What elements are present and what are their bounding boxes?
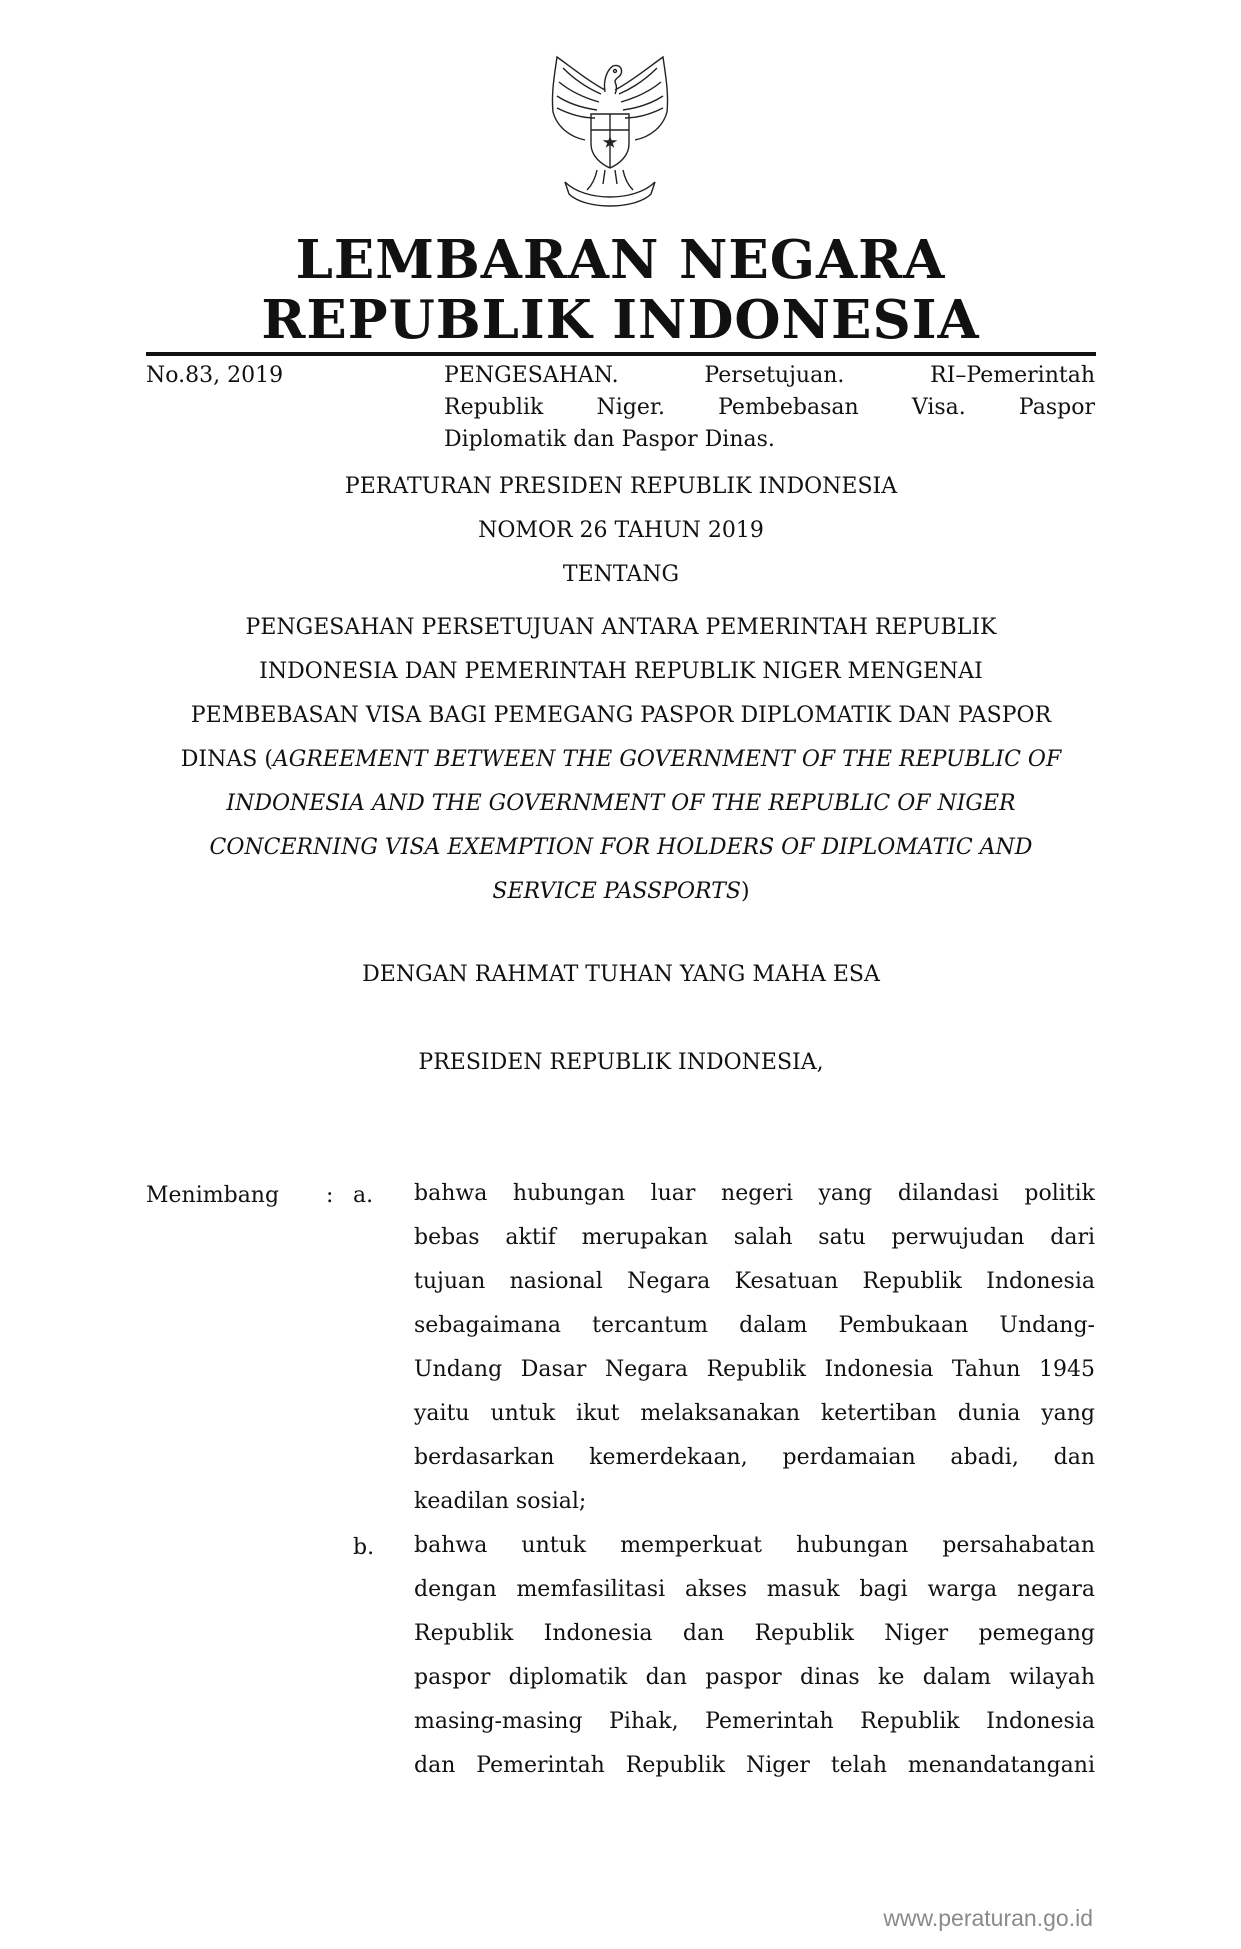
title-italic: SERVICE PASSPORTS xyxy=(492,879,741,904)
paragraph-line: dengan memfasilitasi akses masuk bagi warga negara xyxy=(414,1577,1095,1602)
garuda-pancasila-icon xyxy=(535,52,685,207)
gazette-number: No.83, 2019 xyxy=(146,363,284,388)
considerations-label: Menimbang xyxy=(146,1183,280,1208)
regulation-title xyxy=(146,606,1096,914)
considerations-colon: : xyxy=(326,1183,334,1208)
regulation-title-line: PEMBEBASAN VISA BAGI PEMEGANG PASPOR DIPLOMATIK DAN PASPOR xyxy=(190,703,1052,728)
regulation-title-line: PENGESAHAN PERSETUJUAN ANTARA PEMERINTAH REPUBLIK xyxy=(245,615,997,640)
paragraph-line: paspor diplomatik dan paspor dinas ke dalam wilayah xyxy=(414,1665,1095,1690)
paragraph-line: berdasarkan kemerdekaan, perdamaian abadi, dan xyxy=(414,1445,1095,1470)
paragraph-line: Republik Indonesia dan Republik Niger pemegang xyxy=(414,1621,1095,1646)
regulation-title-line xyxy=(146,826,1096,870)
regulation-title-line xyxy=(146,782,1096,826)
regulation-number: NOMOR 26 TAHUN 2019 xyxy=(478,518,764,543)
gazette-summary xyxy=(444,360,1095,456)
masthead-title-line2: REPUBLIK INDONESIA xyxy=(261,289,980,351)
gazette-summary-line: Republik Niger. Pembebasan Visa. Paspor xyxy=(444,395,1095,420)
consideration-a xyxy=(414,1172,1095,1524)
item-letter-b: b. xyxy=(353,1535,375,1560)
paragraph-line: masing-masing Pihak, Pemerintah Republik Indonesia xyxy=(414,1709,1095,1734)
paragraph-line: dan Pemerintah Republik Niger telah menandatangani xyxy=(414,1753,1095,1778)
paragraph-line: bahwa hubungan luar negeri yang dilandasi politik xyxy=(414,1181,1095,1206)
garuda-emblem xyxy=(535,52,685,207)
paragraph-line: keadilan sosial; xyxy=(414,1489,587,1514)
title-italic: CONCERNING VISA EXEMPTION FOR HOLDERS OF DIPLOMATIC AND xyxy=(209,835,1033,860)
title-suffix: ) xyxy=(740,879,750,904)
invocation: DENGAN RAHMAT TUHAN YANG MAHA ESA xyxy=(362,962,880,987)
gazette-summary-line: Diplomatik dan Paspor Dinas. xyxy=(444,427,775,452)
footer-url[interactable]: www.peraturan.go.id xyxy=(883,1905,1093,1931)
issuer: PRESIDEN REPUBLIK INDONESIA, xyxy=(418,1050,824,1075)
paragraph-line: yaitu untuk ikut melaksanakan ketertiban dunia yang xyxy=(414,1401,1095,1426)
title-italic: AGREEMENT BETWEEN THE GOVERNMENT OF THE REPUBLIC OF xyxy=(272,747,1062,772)
paragraph-line: Undang Dasar Negara Republik Indonesia Tahun 1945 xyxy=(414,1357,1095,1382)
regulation-title-line: INDONESIA DAN PEMERINTAH REPUBLIK NIGER MENGENAI xyxy=(259,659,983,684)
item-letter-a: a. xyxy=(353,1183,374,1208)
paragraph-line: bebas aktif merupakan salah satu perwujudan dari xyxy=(414,1225,1095,1250)
paragraph-line: sebagaimana tercantum dalam Pembukaan Undang- xyxy=(414,1313,1095,1338)
regulation-about: TENTANG xyxy=(562,562,680,587)
regulation-title-line xyxy=(146,870,1096,914)
consideration-b xyxy=(414,1524,1095,1788)
title-prefix: DINAS ( xyxy=(180,747,273,772)
title-italic: INDONESIA AND THE GOVERNMENT OF THE REPUBLIC OF NIGER xyxy=(226,791,1016,816)
regulation-type: PERATURAN PRESIDEN REPUBLIK INDONESIA xyxy=(344,474,898,499)
paragraph-line: tujuan nasional Negara Kesatuan Republik Indonesia xyxy=(414,1269,1095,1294)
regulation-title-line xyxy=(146,738,1096,782)
gazette-summary-line: PENGESAHAN. Persetujuan. RI–Pemerintah xyxy=(444,363,1095,388)
masthead-divider xyxy=(146,352,1096,356)
masthead-title-line1: LEMBARAN NEGARA xyxy=(295,229,946,291)
paragraph-line: bahwa untuk memperkuat hubungan persahabatan xyxy=(414,1533,1095,1558)
